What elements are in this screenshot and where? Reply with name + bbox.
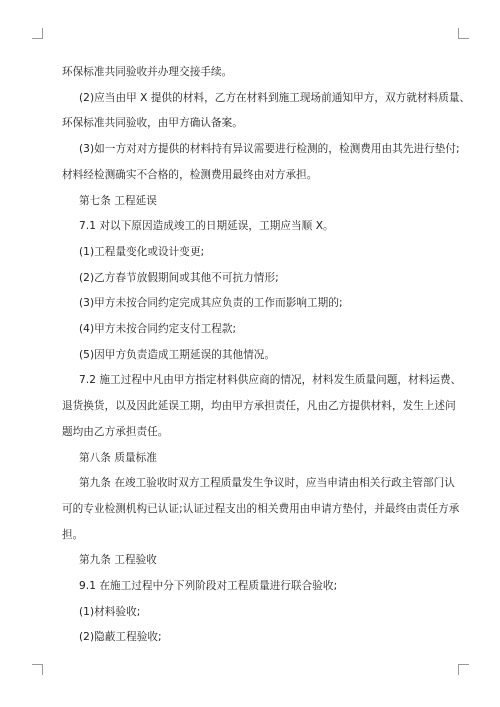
- paragraph-line: 7.2 施工过程中凡由甲方指定材料供应商的情况，材料发生质量问题，材料运费、: [79, 374, 462, 387]
- section-heading: 第八条 质量标准: [79, 451, 157, 464]
- crop-mark-top-right: [458, 28, 469, 39]
- paragraph-line: 退货换货，以及因此延误工期，均由甲方承担责任，凡由乙方提供材料，发生上述问: [62, 400, 456, 413]
- paragraph-line: 题均由乙方承担责任。: [62, 425, 169, 438]
- list-item: (4)甲方未按合同约定支付工程款;: [79, 323, 237, 336]
- document-body: [62, 60, 471, 651]
- paragraph-line: 环保标准共同验收，由甲方确认备案。: [62, 117, 243, 130]
- section-heading: 第七条 工程延误: [79, 194, 157, 207]
- paragraph-line: 环保标准共同验收并办理交接手续。: [62, 66, 233, 78]
- crop-mark-top-left: [32, 28, 43, 39]
- list-item: (3)甲方未按合同约定完成其应负责的工作而影响工期的;: [79, 297, 343, 310]
- paragraph-line: 7.1 对以下原因造成竣工的日期延误，工期应当顺 X。: [79, 220, 334, 233]
- paragraph-line: (3)如一方对对方提供的材料持有异议需要进行检测的，检测费用由其先进行垫付;: [79, 143, 460, 156]
- paragraph-line: (2)应当由甲 X 提供的材料，乙方在材料到施工现场前通知甲方，双方就材料质量、: [79, 91, 471, 104]
- list-item: (2)乙方春节放假期间或其他不可抗力情形;: [79, 271, 279, 284]
- paragraph-line: 材料经检测确实不合格的，检测费用最终由对方承担。: [62, 168, 318, 181]
- paragraph-line: 可的专业检测机构已认证;认证过程支出的相关费用由申请方垫付，并最终由责任方承: [62, 502, 460, 515]
- list-item: (5)因甲方负责造成工期延误的其他情况。: [79, 348, 276, 361]
- paragraph-line: 9.1 在施工过程中分下列阶段对工程质量进行联合验收;: [79, 580, 338, 593]
- list-item: (1)材料验收;: [79, 605, 141, 618]
- paragraph-line: 第九条 在竣工验收时双方工程质量发生争议时，应当申请由相关行政主管部门认: [79, 477, 455, 490]
- list-item: (2)隐蔽工程验收;: [79, 631, 162, 644]
- crop-mark-bottom-right: [458, 664, 469, 675]
- list-item: (1)工程量变化或设计变更;: [79, 245, 205, 258]
- paragraph-line: 担。: [62, 528, 84, 541]
- crop-mark-bottom-left: [32, 664, 43, 675]
- section-heading: 第九条 工程验收: [79, 554, 157, 567]
